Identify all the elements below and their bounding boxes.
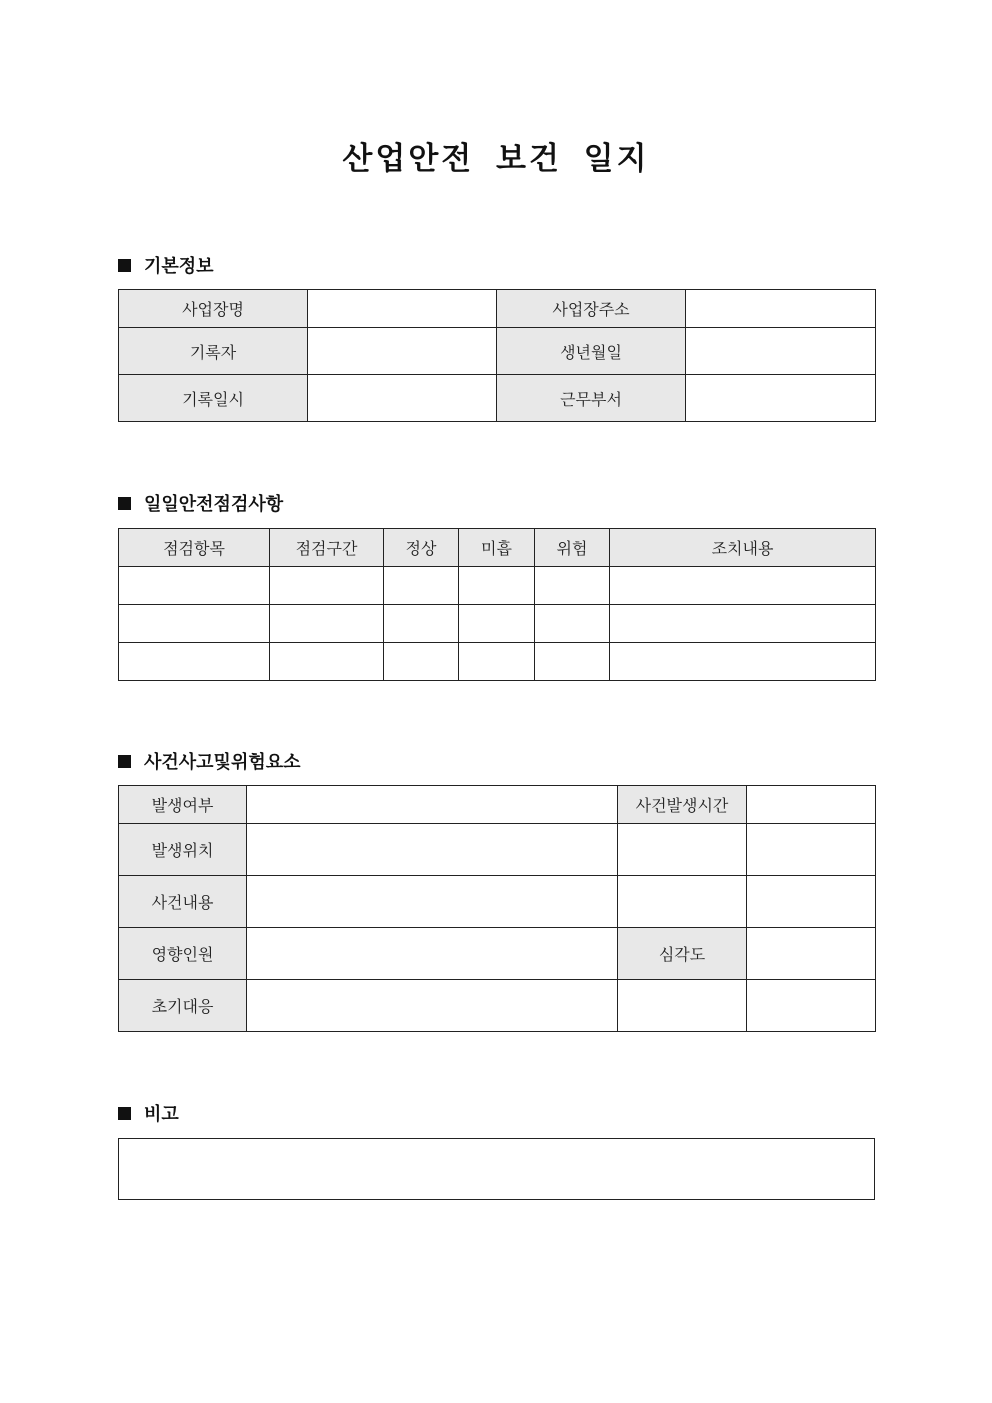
table-cell[interactable] (610, 567, 876, 605)
label-occurrence: 발생여부 (119, 786, 247, 824)
record-datetime-field[interactable] (308, 375, 497, 422)
incident-time-field[interactable] (747, 786, 876, 824)
location-field[interactable] (247, 824, 618, 876)
table-cell[interactable] (618, 980, 747, 1032)
affected-people-field[interactable] (247, 928, 618, 980)
recorder-field[interactable] (308, 328, 497, 375)
page-title: 산업안전 보건 일지 (342, 141, 650, 177)
table-cell[interactable] (747, 980, 876, 1032)
basic-info-table (118, 289, 876, 422)
label-workplace-name: 사업장명 (119, 290, 308, 328)
table-cell[interactable] (384, 643, 459, 681)
square-bullet-icon (118, 755, 131, 768)
severity-field[interactable] (747, 928, 876, 980)
square-bullet-icon (118, 259, 131, 272)
table-cell[interactable] (535, 567, 610, 605)
table-cell[interactable] (384, 605, 459, 643)
table-cell[interactable] (119, 567, 270, 605)
column-header: 점검구간 (270, 529, 384, 567)
label-affected-people: 영향인원 (119, 928, 247, 980)
section-heading-label: 비고 (144, 1104, 179, 1125)
workplace-name-field[interactable] (308, 290, 497, 328)
section-heading-label: 사건사고및위험요소 (144, 752, 301, 773)
table-cell[interactable] (610, 605, 876, 643)
label-initial-response: 초기대응 (119, 980, 247, 1032)
section-heading-incident (118, 749, 301, 773)
occurrence-field[interactable] (247, 786, 618, 824)
label-incident-time: 사건발생시간 (618, 786, 747, 824)
table-cell[interactable] (459, 567, 535, 605)
table-cell[interactable] (747, 824, 876, 876)
column-header: 위험 (535, 529, 610, 567)
label-workplace-address: 사업장주소 (497, 290, 686, 328)
table-cell[interactable] (535, 643, 610, 681)
label-birth-date: 생년월일 (497, 328, 686, 375)
section-heading-daily-check (118, 491, 283, 515)
section-heading-basic-info (118, 253, 214, 277)
table-cell[interactable] (618, 876, 747, 928)
section-heading-label: 일일안전점검사항 (144, 494, 284, 515)
label-department: 근무부서 (497, 375, 686, 422)
table-cell[interactable] (618, 824, 747, 876)
label-recorder: 기록자 (119, 328, 308, 375)
label-incident-content: 사건내용 (119, 876, 247, 928)
label-record-datetime: 기록일시 (119, 375, 308, 422)
square-bullet-icon (118, 497, 131, 510)
table-cell[interactable] (747, 876, 876, 928)
table-cell[interactable] (270, 643, 384, 681)
department-field[interactable] (686, 375, 876, 422)
birth-date-field[interactable] (686, 328, 876, 375)
incident-table (118, 785, 876, 1032)
table-row (119, 605, 876, 643)
column-header: 미흡 (459, 529, 535, 567)
incident-content-field[interactable] (247, 876, 618, 928)
table-cell[interactable] (459, 605, 535, 643)
column-header: 점검항목 (119, 529, 270, 567)
label-severity: 심각도 (618, 928, 747, 980)
table-cell[interactable] (610, 643, 876, 681)
table-cell[interactable] (384, 567, 459, 605)
workplace-address-field[interactable] (686, 290, 876, 328)
table-cell[interactable] (459, 643, 535, 681)
table-cell[interactable] (270, 567, 384, 605)
table-row (119, 567, 876, 605)
section-heading-remarks (118, 1101, 179, 1125)
section-heading-label: 기본정보 (144, 256, 214, 277)
table-row (119, 643, 876, 681)
initial-response-field[interactable] (247, 980, 618, 1032)
square-bullet-icon (118, 1107, 131, 1120)
table-cell[interactable] (535, 605, 610, 643)
remarks-field[interactable] (118, 1138, 875, 1200)
column-header: 조치내용 (610, 529, 876, 567)
daily-check-table (118, 528, 876, 681)
table-cell[interactable] (119, 643, 270, 681)
table-cell[interactable] (119, 605, 270, 643)
table-cell[interactable] (270, 605, 384, 643)
label-location: 발생위치 (119, 824, 247, 876)
column-header: 정상 (384, 529, 459, 567)
